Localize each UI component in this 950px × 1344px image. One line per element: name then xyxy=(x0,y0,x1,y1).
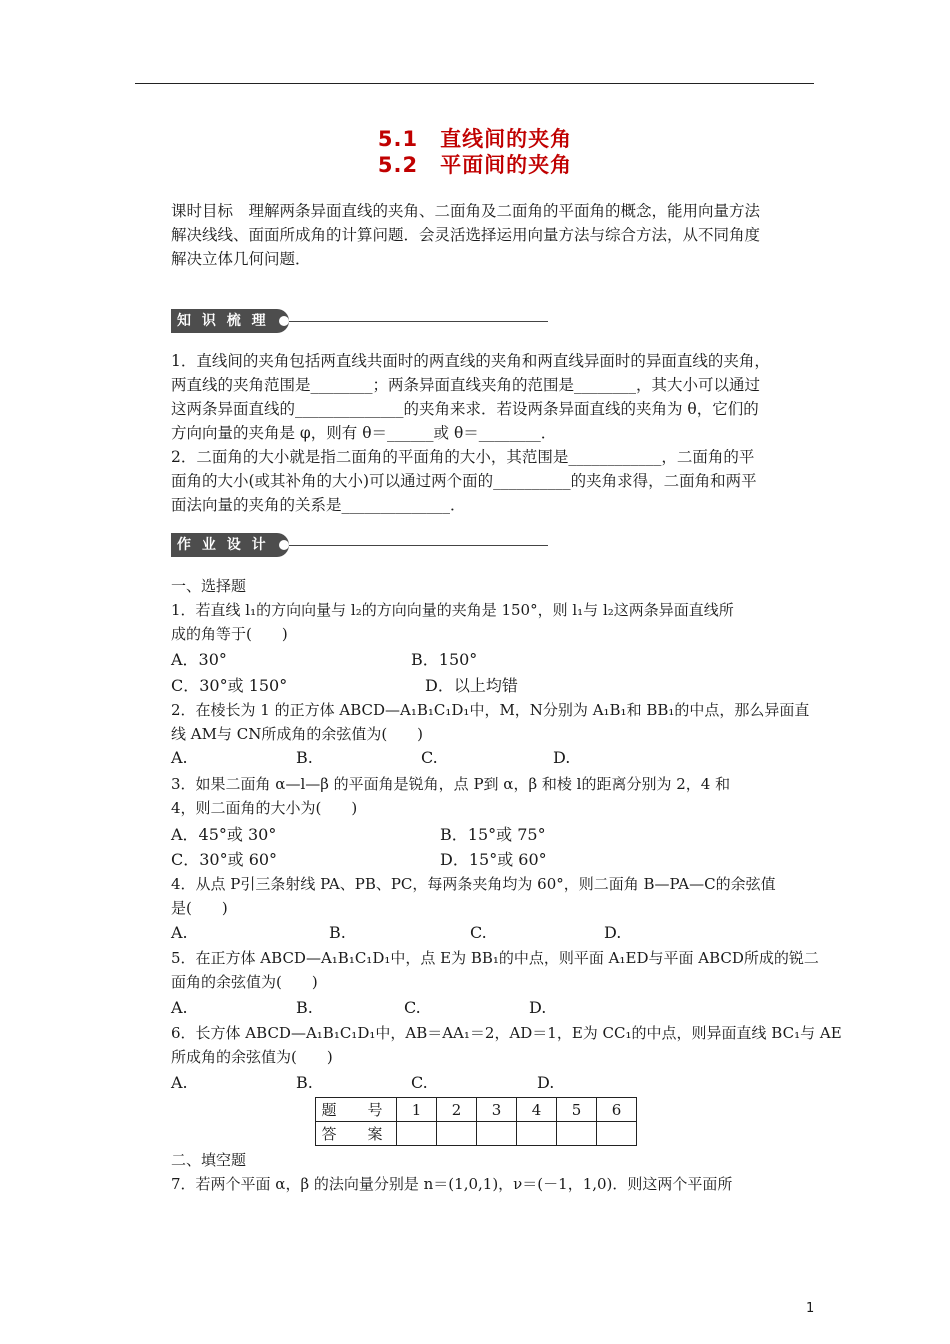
question-3-line: 4，则二面角的大小为( ) xyxy=(171,799,358,817)
part-heading: 一、选择题 xyxy=(171,577,247,595)
q1-option-c: C．30°或 150° xyxy=(171,676,288,695)
section-rule xyxy=(289,321,548,322)
fill-in-section xyxy=(171,1148,817,1196)
page-number: 1 xyxy=(806,1301,815,1316)
part-heading: 二、填空题 xyxy=(171,1151,247,1169)
objectives xyxy=(171,199,817,271)
question-2-line: 线 AM与 CN所成角的余弦值为( ) xyxy=(171,725,424,743)
question-2-line: 2．在棱长为 1 的正方体 ABCD—A₁B₁C₁D₁中，M，N分别为 A₁B₁和 BB₁的中点，那么异面直 xyxy=(171,701,810,719)
table-cell: 6 xyxy=(597,1098,637,1122)
knowledge-line: 方向向量的夹角是 φ，则有 θ＝______或 θ＝________． xyxy=(171,424,557,442)
knowledge-line: 面角的大小(或其补角的大小)可以通过两个面的__________的夹角求得，二面角和两平 xyxy=(171,472,757,490)
answer-cell[interactable] xyxy=(477,1122,517,1146)
knowledge-line: 两直线的夹角范围是________；两条异面直线夹角的范围是________，其大小可以通过 xyxy=(171,376,761,394)
q6-option-c: C. xyxy=(411,1073,428,1092)
question-6-line: 6．长方体 ABCD—A₁B₁C₁D₁中，AB＝AA₁＝2，AD＝1，E为 CC₁的中点，则异面直线 BC₁与 AE xyxy=(171,1024,842,1042)
objective-line: 解决线线、面面所成角的计算问题．会灵活选择运用向量方法与综合方法，从不同角度 xyxy=(171,226,761,244)
question-3-line: 3．如果二面角 α—l—β 的平面角是锐角，点 P到 α，β 和棱 l的距离分别为 2，4 和 xyxy=(171,775,731,793)
question-6-line: 所成角的余弦值为( ) xyxy=(171,1048,333,1066)
q1-option-d: D．以上均错 xyxy=(425,676,518,695)
q5-option-c: C. xyxy=(404,998,421,1017)
question-5-line: 面角的余弦值为( ) xyxy=(171,973,318,991)
q5-option-d: D. xyxy=(529,998,547,1017)
question-5-line: 5．在正方体 ABCD—A₁B₁C₁D₁中，点 E为 BB₁的中点，则平面 A₁ED与平面 ABCD所成的锐二 xyxy=(171,949,819,967)
q2-option-c: C. xyxy=(421,748,438,767)
q5-option-a: A. xyxy=(171,998,188,1017)
q2-option-b: B. xyxy=(296,748,313,767)
q3-option-c: C．30°或 60° xyxy=(171,850,278,869)
question-4-line: 4．从点 P引三条射线 PA、PB、PC，每两条夹角均为 60°，则二面角 B—PA—C的余弦值 xyxy=(171,875,776,893)
q5-option-b: B. xyxy=(296,998,313,1017)
title-line-1: 5.1 直线间的夹角 xyxy=(377,127,573,151)
q4-option-a: A. xyxy=(171,923,188,942)
knowledge-line: 面法向量的夹角的关系是______________． xyxy=(171,496,466,514)
exercises xyxy=(171,574,817,646)
question-5 xyxy=(171,946,817,994)
table-cell: 5 xyxy=(557,1098,597,1122)
q4-option-d: D. xyxy=(604,923,622,942)
question-4 xyxy=(171,872,817,920)
section-label: 作 业 设 计 xyxy=(171,533,289,557)
question-1: 1．若直线 l₁的方向向量与 l₂的方向向量的夹角是 150°，则 l₁与 l₂这两条异面直线所 xyxy=(171,601,734,619)
q3-option-b: B．15°或 75° xyxy=(440,825,546,844)
q1-option-b: B．150° xyxy=(411,650,478,669)
table-cell: 3 xyxy=(477,1098,517,1122)
knowledge-line: 1．直线间的夹角包括两直线共面时的两直线的夹角和两直线异面时的异面直线的夹角， xyxy=(171,352,770,370)
q1-option-a: A．30° xyxy=(171,650,227,669)
section-label: 知 识 梳 理 xyxy=(171,309,289,333)
objective-line: 课时目标 理解两条异面直线的夹角、二面角及二面角的平面角的概念，能用向量方法 xyxy=(171,202,761,220)
knowledge-text xyxy=(171,349,817,517)
q4-option-c: C. xyxy=(470,923,487,942)
table-cell: 1 xyxy=(397,1098,437,1122)
table-row xyxy=(316,1122,637,1146)
table-cell: 4 xyxy=(517,1098,557,1122)
answer-cell[interactable] xyxy=(397,1122,437,1146)
header-rule xyxy=(135,83,814,84)
title-line-2: 5.2 平面间的夹角 xyxy=(377,153,573,177)
q6-option-a: A. xyxy=(171,1073,188,1092)
answer-cell[interactable] xyxy=(557,1122,597,1146)
answer-cell[interactable] xyxy=(437,1122,477,1146)
table-cell: 2 xyxy=(437,1098,477,1122)
table-header-number: 题 号 xyxy=(316,1098,397,1122)
question-7: 7．若两个平面 α，β 的法向量分别是 n＝(1,0,1)，ν＝(－1，1,0)．则这两个平面所 xyxy=(171,1175,733,1193)
answer-table xyxy=(315,1097,637,1146)
question-2 xyxy=(171,698,817,746)
bullet-icon xyxy=(279,316,289,326)
q2-option-a: A. xyxy=(171,748,188,767)
question-6 xyxy=(171,1021,842,1069)
answer-cell[interactable] xyxy=(597,1122,637,1146)
bullet-icon xyxy=(279,540,289,550)
question-3 xyxy=(171,772,817,820)
q3-option-d: D．15°或 60° xyxy=(440,850,547,869)
section-rule xyxy=(289,545,548,546)
q6-option-d: D. xyxy=(537,1073,555,1092)
question-4-line: 是( ) xyxy=(171,899,228,917)
objective-line: 解决立体几何问题． xyxy=(171,250,311,268)
table-row xyxy=(316,1098,637,1122)
q3-option-a: A．45°或 30° xyxy=(171,825,277,844)
q2-option-d: D. xyxy=(553,748,571,767)
knowledge-line: 这两条异面直线的______________的夹角来求．若设两条异面直线的夹角为 θ，它们的 xyxy=(171,400,759,418)
answer-cell[interactable] xyxy=(517,1122,557,1146)
table-header-answer: 答 案 xyxy=(316,1122,397,1146)
knowledge-line: 2．二面角的大小就是指二面角的平面角的大小，其范围是____________，二面角的平 xyxy=(171,448,755,466)
q6-option-b: B. xyxy=(296,1073,313,1092)
q4-option-b: B. xyxy=(329,923,346,942)
question-1: 成的角等于( ) xyxy=(171,625,288,643)
